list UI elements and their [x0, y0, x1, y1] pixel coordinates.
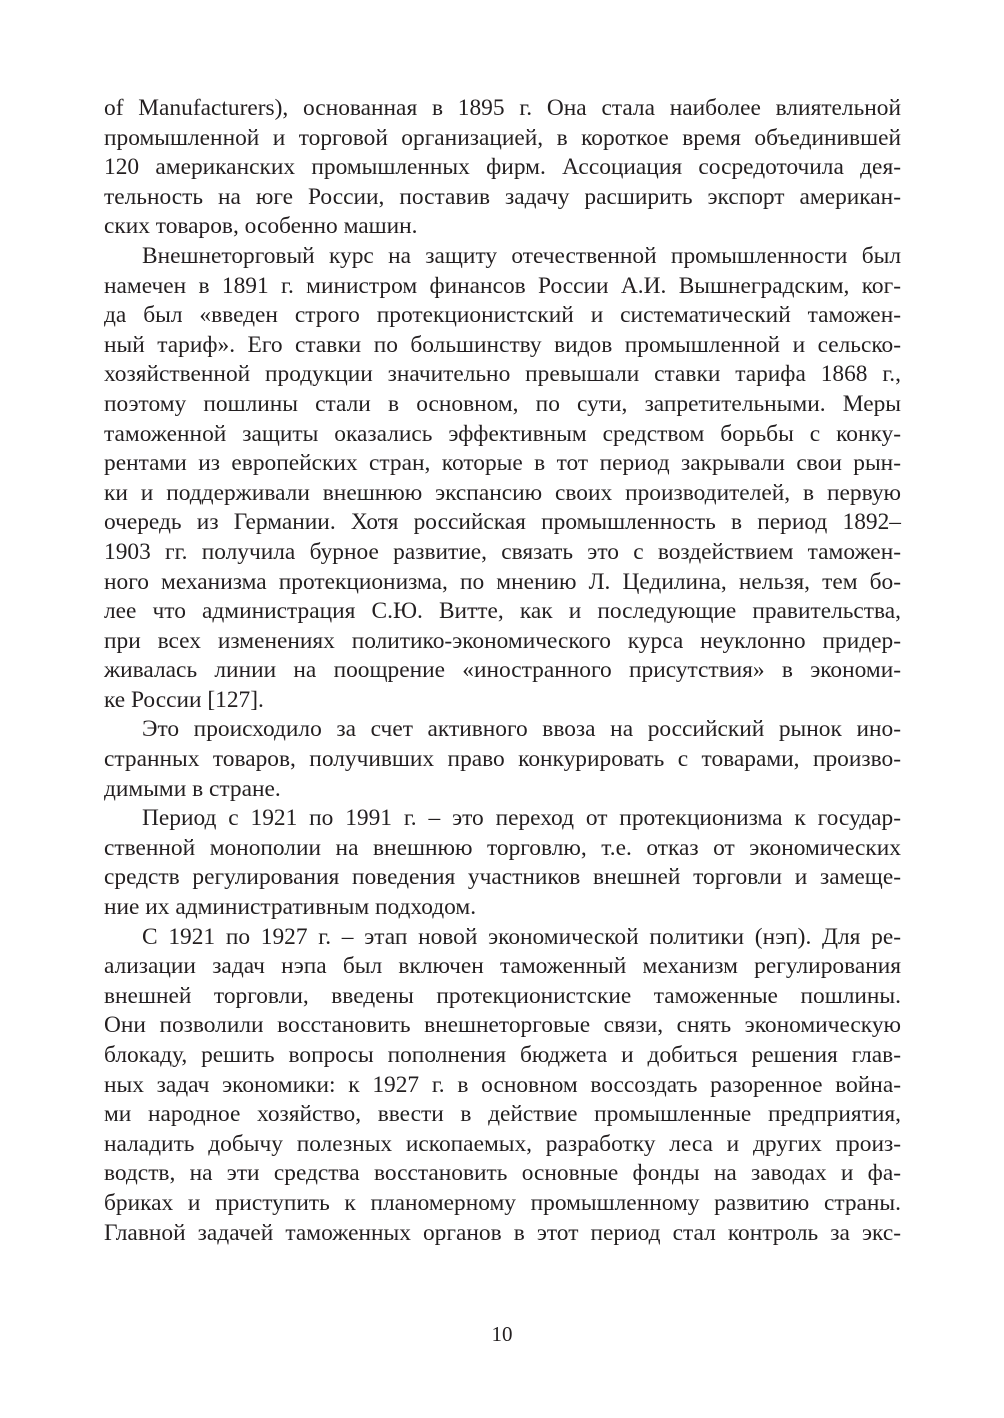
text-line: Они позволили восстановить внешнеторговые связи, снять экономическую — [104, 1012, 901, 1039]
text-line: таможенной защиты оказались эффективным средством борьбы с конку- — [104, 420, 901, 447]
text-line: Главной задачей таможенных органов в этот период стал контроль за экс- — [104, 1219, 901, 1246]
text-line: ного механизма протекционизма, по мнению Л. Цедилина, нельзя, тем бо- — [104, 568, 901, 595]
text-line: лее что администрация С.Ю. Витте, как и последующие правительства, — [104, 598, 901, 625]
text-line: промышленной и торговой организацией, в короткое время объединившей — [104, 124, 901, 151]
text-line: ми народное хозяйство, ввести в действие промышленные предприятия, — [104, 1101, 901, 1128]
text-line: средств регулирования поведения участников внешней торговли и замеще- — [104, 864, 901, 891]
text-line: водств, на эти средства восстановить основные фонды на заводах и фа- — [104, 1160, 901, 1187]
text-line: 1903 гг. получила бурное развитие, связать это с воздействием таможен- — [104, 538, 901, 565]
text-line: намечен в 1891 г. министром финансов России А.И. Вышнеградским, ког- — [104, 272, 901, 299]
text-line: хозяйственной продукции значительно превышали ставки тарифа 1868 г., — [104, 361, 901, 388]
text-line: ных задач экономики: к 1927 г. в основном воссоздать разоренное война- — [104, 1071, 901, 1098]
text-line: of Manufacturers), основанная в 1895 г. Она стала наиболее влиятельной — [104, 95, 901, 121]
text-line: С 1921 по 1927 г. – этап новой экономической политики (нэп). Для ре- — [142, 923, 901, 950]
body-text — [104, 94, 901, 1248]
text-line: димыми в стране. — [104, 775, 281, 802]
text-line: тельность на юге России, поставив задачу расширить экспорт американ- — [104, 183, 901, 210]
text-line: ских товаров, особенно машин. — [104, 213, 418, 240]
text-line: да был «введен строго протекционистский и систематический таможен- — [104, 302, 901, 329]
text-line: Внешнеторговый курс на защиту отечественной промышленности был — [142, 242, 901, 269]
text-line: внешней торговли, введены протекционистские таможенные пошлины. — [104, 982, 901, 1009]
text-line: 120 американских промышленных фирм. Ассоциация сосредоточила дея- — [104, 154, 901, 181]
text-line: при всех изменениях политико-экономического курса неуклонно придер- — [104, 627, 901, 654]
text-line: ный тариф». Его ставки по большинству видов промышленной и сельско- — [104, 331, 901, 358]
text-line: ке России [127]. — [104, 686, 264, 713]
page-number: 10 — [491, 1322, 513, 1346]
text-line: наладить добычу полезных ископаемых, разработку леса и других произ- — [104, 1130, 901, 1157]
text-line: Период с 1921 по 1991 г. – это переход от протекционизма к государ- — [142, 805, 901, 832]
text-line: ализации задач нэпа был включен таможенный механизм регулирования — [104, 953, 901, 980]
text-line: ние их административным подходом. — [104, 894, 477, 921]
text-line: рентами из европейских стран, которые в тот период закрывали свои рын- — [104, 450, 901, 477]
text-line: поэтому пошлины стали в основном, по сути, запретительными. Меры — [104, 390, 901, 417]
text-line: ственной монополии на внешнюю торговлю, т.е. отказ от экономических — [104, 834, 901, 861]
text-line: Это происходило за счет активного ввоза на российский рынок ино- — [142, 716, 901, 743]
text-line: очередь из Германии. Хотя российская промышленность в период 1892– — [104, 509, 901, 536]
text-line: живалась линии на поощрение «иностранного присутствия» в экономи- — [104, 657, 901, 684]
text-line: блокаду, решить вопросы пополнения бюджета и добиться решения глав- — [104, 1042, 901, 1068]
text-line: бриках и приступить к планомерному промышленному развитию страны. — [104, 1189, 901, 1216]
text-line: странных товаров, получивших право конкурировать с товарами, произво- — [104, 746, 901, 773]
text-line: ки и поддерживали внешнюю экспансию своих производителей, в первую — [104, 479, 901, 506]
